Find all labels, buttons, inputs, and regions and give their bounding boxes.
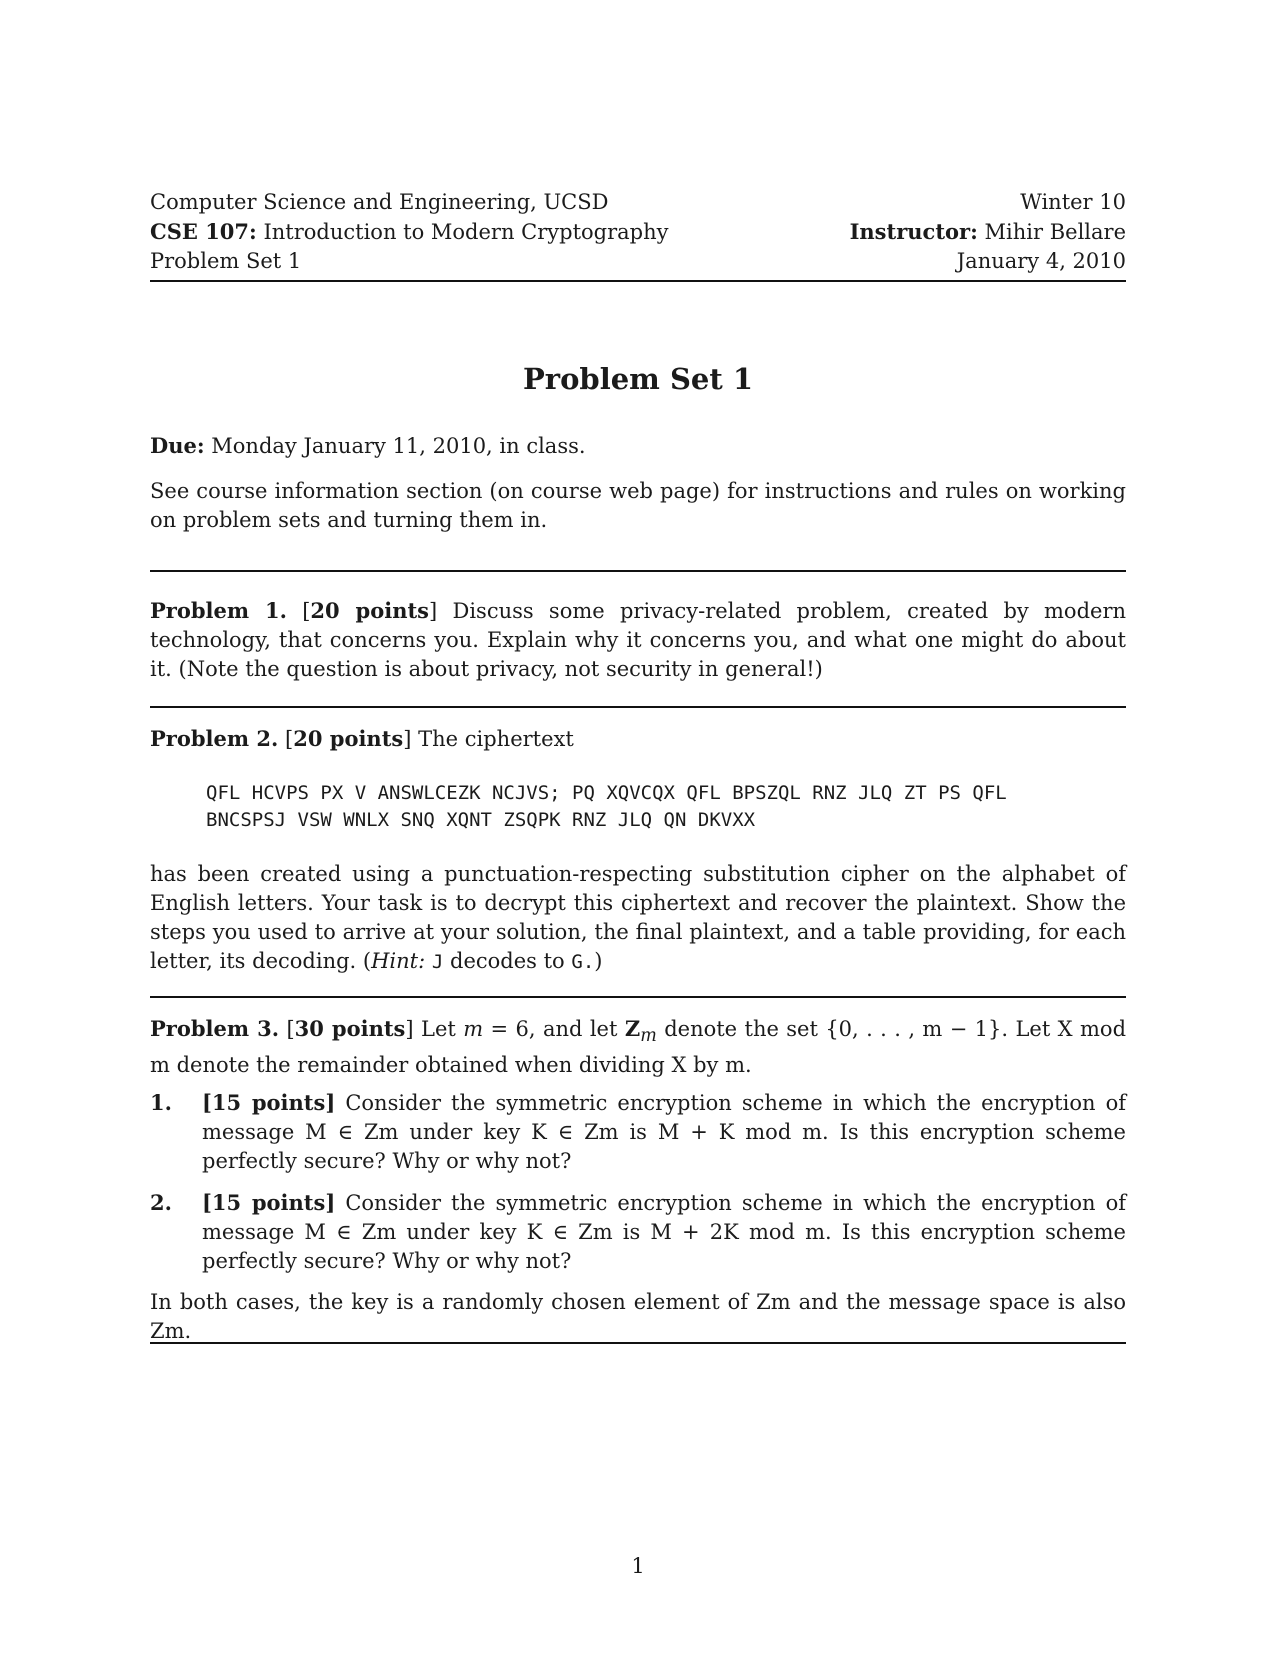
course-code: CSE 107: [150, 219, 257, 244]
due-label: Due: [150, 433, 205, 458]
instructor-name: Mihir Bellare [984, 220, 1126, 244]
problem-3-intro: Problem 3. [30 points] Let m = 6, and let $Z_m$ denote the set {0, . . . , m − 1}. Let X mod m denote the remainder obtained when dividing X by m. [150, 1016, 1127, 1078]
header-divider [150, 280, 1126, 282]
problem-2-heading [150, 724, 1126, 754]
due-line [150, 431, 1126, 461]
instructor-line [850, 217, 1126, 247]
problem-3-label: Problem 3. [150, 1016, 280, 1041]
document-header [150, 188, 1126, 276]
course-line [150, 217, 669, 247]
ciphertext-line-2: BNCSPSJ VSW WNLX SNQ XQNT ZSQPK RNZ JLQ QN DKVXX [206, 809, 756, 831]
instructor-label: Instructor: [849, 219, 978, 244]
problem-1-points: [20 points] [302, 598, 438, 623]
problem-2-hint: (Hint: J decodes to G.) [362, 949, 603, 973]
problem-1-text: Discuss some privacy-related problem, created by modern technology, that concerns you. Explain why it concerns you, and what one might do about it. (Note the question is about privacy, not security in general!) [150, 599, 1127, 681]
problem-1-label: Problem 1. [150, 598, 287, 623]
page-number: 1 [631, 1554, 645, 1578]
divider-2 [150, 706, 1126, 708]
problem-3-part-1 [150, 1088, 1126, 1176]
ciphertext-line-1: QFL HCVPS PX V ANSWLCEZK NCJVS; PQ XQVCQX QFL BPSZQL RNZ JLQ ZT PS QFL [206, 782, 1007, 804]
part-points: [15 points] [202, 1190, 336, 1215]
problem-2-lead: The ciphertext [418, 727, 574, 751]
document-label: Problem Set 1 [150, 249, 302, 273]
problem-2-points: [20 points] [285, 726, 412, 751]
divider-3 [150, 996, 1126, 998]
due-text: Monday January 11, 2010, in class. [211, 434, 586, 458]
part-number: 2. [150, 1190, 172, 1215]
problem-3-part-2 [150, 1188, 1126, 1276]
page-title: Problem Set 1 [522, 362, 754, 396]
divider-4 [150, 1342, 1126, 1344]
part-number: 1. [150, 1090, 172, 1115]
header-right [850, 188, 1126, 276]
term: Winter 10 [1020, 190, 1126, 214]
intro-paragraph: See course information section (on course web page) for instructions and rules on working on problem sets and turning them in. [150, 479, 1126, 532]
header-left [150, 188, 669, 276]
divider-1 [150, 570, 1126, 572]
course-name: Introduction to Modern Cryptography [263, 220, 669, 244]
part-text: Consider the symmetric encryption scheme in which the encryption of message M ∈ Zm under key K ∈ Zm is M + 2K mod m. Is this encryption scheme perfectly secure? Why or why not? [202, 1191, 1126, 1273]
problem-2-body [150, 860, 1126, 977]
problem-1 [150, 596, 1126, 684]
problem-3-closing: In both cases, the key is a randomly chosen element of Zm and the message space is also Zm. [150, 1290, 1126, 1343]
part-text: Consider the symmetric encryption scheme in which the encryption of message M ∈ Zm under key K ∈ Zm is M + K mod m. Is this encryption scheme perfectly secure? Why or why not? [202, 1091, 1126, 1173]
problem-2-text: has been created using a punctuation-respecting substitution cipher on the alphabet of English letters. Your task is to decrypt this ciphertext and recover the plaintext. Show the steps you used to arrive at your solution, the final plaintext, and a table providing, for each letter, its decoding. [150, 862, 1126, 973]
part-points: [15 points] [202, 1090, 336, 1115]
date: January 4, 2010 [956, 249, 1126, 273]
problem-3-points: [30 points] [286, 1016, 414, 1041]
department: Computer Science and Engineering, UCSD [150, 190, 609, 214]
problem-2-label: Problem 2. [150, 726, 279, 751]
